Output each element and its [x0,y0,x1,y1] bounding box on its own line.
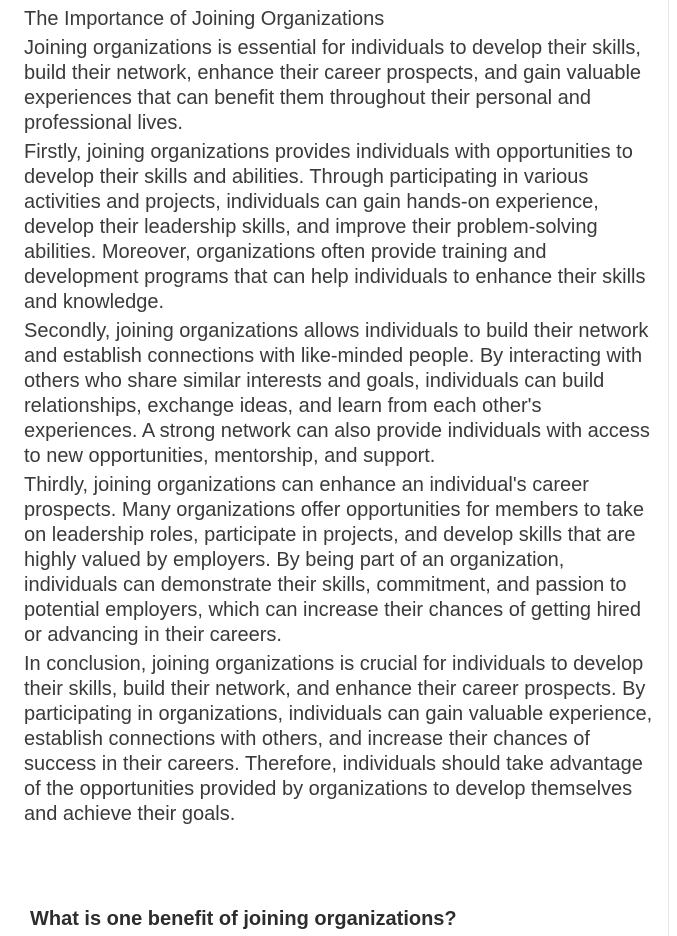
article-title: The Importance of Joining Organizations [24,8,385,30]
paragraph-intro: Joining organizations is essential for individuals to develop their skills, build their network, enhance their career prospects, and gain valuable experiences that can benefit them throughout their personal and professional lives. [24,37,642,134]
question-prompt: What is one benefit of joining organizations? [30,908,457,930]
paragraph-conclusion: In conclusion, joining organizations is crucial for individuals to develop their skills, build their network, and enhance their career prospects. By participating in organizations, individuals can gain valuable experience, establish connections with others, and increase their chances of success in their careers. Therefore, individuals should take advantage of the opportunities provided by organizations to develop themselves and achieve their goals. [24,653,653,825]
paragraph-firstly: Firstly, joining organizations provides individuals with opportunities to develop their skills and abilities. Through participating in various activities and projects, individuals can gain hands-on experience, develop their leadership skills, and improve their problem-solving abilities. Moreover, organizations often provide training and development programs that can help individuals to enhance their skills and knowledge. [24,141,646,313]
paragraph-thirdly: Thirdly, joining organizations can enhance an individual's career prospects. Many organizations offer opportunities for members to take on leadership roles, participate in projects, and develop skills that are highly valued by employers. By being part of an organization, individuals can demonstrate their skills, commitment, and passion to potential employers, which can increase their chances of getting hired or advancing in their careers. [24,474,644,646]
paragraph-secondly: Secondly, joining organizations allows individuals to build their network and establish connections with like-minded people. By interacting with others who share similar interests and goals, individuals can build relationships, exchange ideas, and learn from each other's experiences. A strong network can also provide individuals with access to new opportunities, mentorship, and support. [24,320,650,467]
page-edge-divider [668,0,669,936]
article [24,7,654,827]
